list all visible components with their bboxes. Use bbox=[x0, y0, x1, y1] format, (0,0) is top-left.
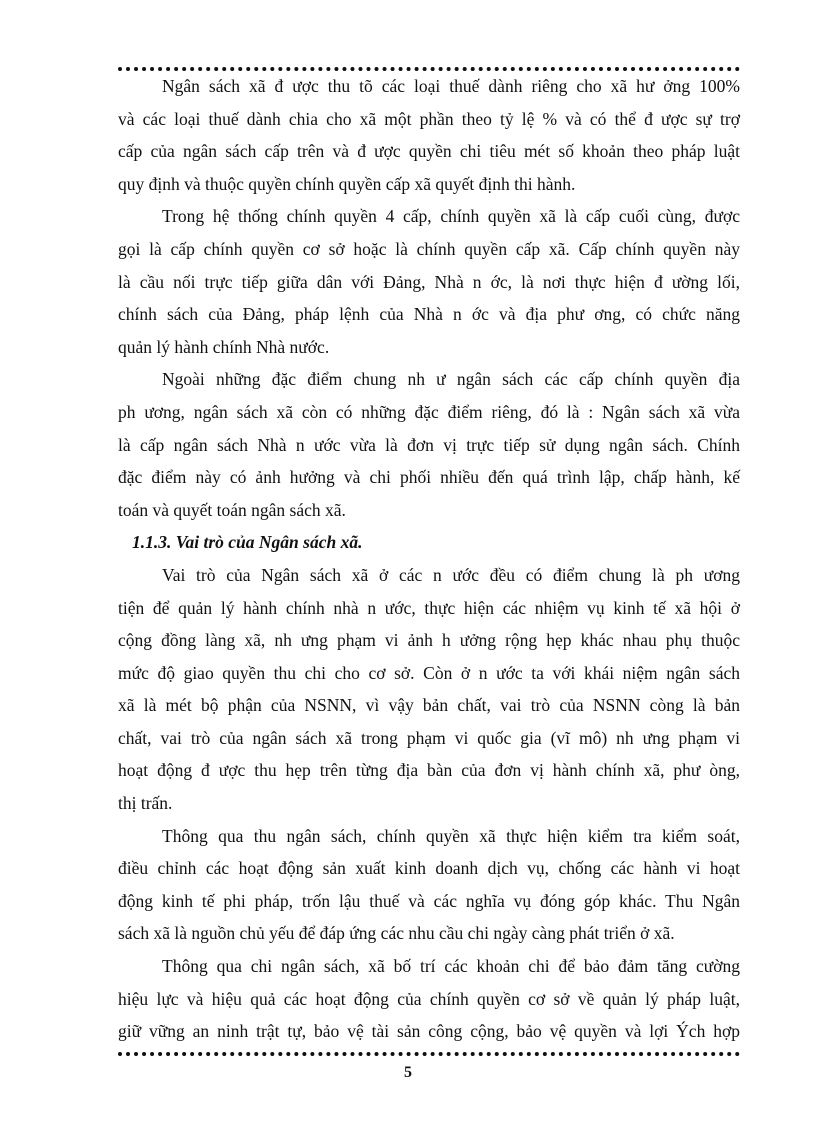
text-line: hiệu lực và hiệu quả các hoạt động của chính quyền cơ sở về quản lý pháp luật, bbox=[118, 988, 740, 1009]
text-line: đặc điểm này có ảnh hưởng và chi phối nhiều đến quá trình lập, chấp hành, kế bbox=[118, 467, 740, 488]
text-line: và các loại thuế dành chia cho xã một phần theo tỷ lệ % và có thể đ ược sự trợ bbox=[118, 108, 740, 129]
text-line: Ngoài những đặc điểm chung nh ư ngân sách các cấp chính quyền địa bbox=[162, 369, 740, 390]
text-line: hoạt động đ ược thu hẹp trên từng địa bàn của đơn vị hành chính xã, phư òng, bbox=[118, 760, 740, 781]
text-line: gọi là cấp chính quyền cơ sở hoặc là chính quyền cấp xã. Cấp chính quyền này bbox=[118, 238, 740, 259]
text-line: Thông qua thu ngân sách, chính quyền xã thực hiện kiểm tra kiểm soát, bbox=[162, 825, 740, 846]
text-line: quản lý hành chính Nhà nước. bbox=[118, 336, 330, 357]
text-line: điều chỉnh các hoạt động sản xuất kinh doanh dịch vụ, chống các hành vi hoạt bbox=[118, 858, 740, 879]
text-line: chất, vai trò của ngân sách xã trong phạm vi quốc gia (vĩ mô) nh ưng phạm vi bbox=[118, 727, 740, 748]
text-line: quy định và thuộc quyền chính quyền cấp xã quyết định thi hành. bbox=[118, 173, 576, 194]
text-line: là cầu nối trực tiếp giữa dân với Đảng, Nhà n ớc, là nơi thực hiện đ ường lối, bbox=[118, 271, 740, 292]
text-line: tiện để quản lý hành chính nhà n ước, thực hiện các nhiệm vụ kinh tế xã hội ở bbox=[118, 597, 740, 618]
text-line: toán và quyết toán ngân sách xã. bbox=[118, 499, 346, 520]
footer-dotted-rule bbox=[118, 1052, 740, 1056]
text-line: giữ vững an ninh trật tự, bảo vệ tài sản công cộng, bảo vệ quyền và lợi Ých hợp bbox=[118, 1021, 740, 1042]
text-line: sách xã là nguồn chủ yếu để đáp ứng các nhu cầu chi ngày càng phát triển ở xã. bbox=[118, 923, 675, 944]
page-number: 5 bbox=[404, 1064, 412, 1081]
text-line: cộng đồng làng xã, nh ưng phạm vi ảnh h ưởng rộng hẹp khác nhau phụ thuộc bbox=[118, 630, 740, 651]
page-body bbox=[118, 70, 740, 1048]
text-line: xã là mét bộ phận của NSNN, vì vậy bản chất, vai trò của NSNN còng là bản bbox=[118, 695, 740, 716]
text-line: thị trấn. bbox=[118, 793, 173, 814]
text-line: động kinh tế phi pháp, trốn lậu thuế và các nghĩa vụ đóng góp khác. Thu Ngân bbox=[118, 890, 740, 911]
text-line: chính sách của Đảng, pháp lệnh của Nhà n ớc và địa phư ơng, có chức năng bbox=[118, 304, 740, 325]
text-line: Trong hệ thống chính quyền 4 cấp, chính quyền xã là cấp cuối cùng, được bbox=[162, 206, 740, 227]
text-line: mức độ giao quyền thu chi cho cơ sở. Còn ở n ước ta với khái niệm ngân sách bbox=[118, 662, 740, 683]
text-line: cấp của ngân sách cấp trên và đ ược quyền chi tiêu mét số khoản theo pháp luật bbox=[118, 141, 740, 162]
text-line: Vai trò của Ngân sách xã ở các n ước đều có điểm chung là ph ương bbox=[162, 564, 740, 585]
text-line: Thông qua chi ngân sách, xã bố trí các khoản chi để bảo đảm tăng cường bbox=[162, 956, 740, 977]
text-line: là cấp ngân sách Nhà n ước vừa là đơn vị trực tiếp sử dụng ngân sách. Chính bbox=[118, 434, 740, 455]
section-heading: 1.1.3. Vai trò của Ngân sách xã. bbox=[132, 532, 363, 553]
text-line: Ngân sách xã đ ược thu tõ các loại thuế dành riêng cho xã hư ởng 100% bbox=[162, 76, 740, 96]
text-line: ph ương, ngân sách xã còn có những đặc điểm riêng, đó là : Ngân sách xã vừa bbox=[118, 401, 740, 422]
